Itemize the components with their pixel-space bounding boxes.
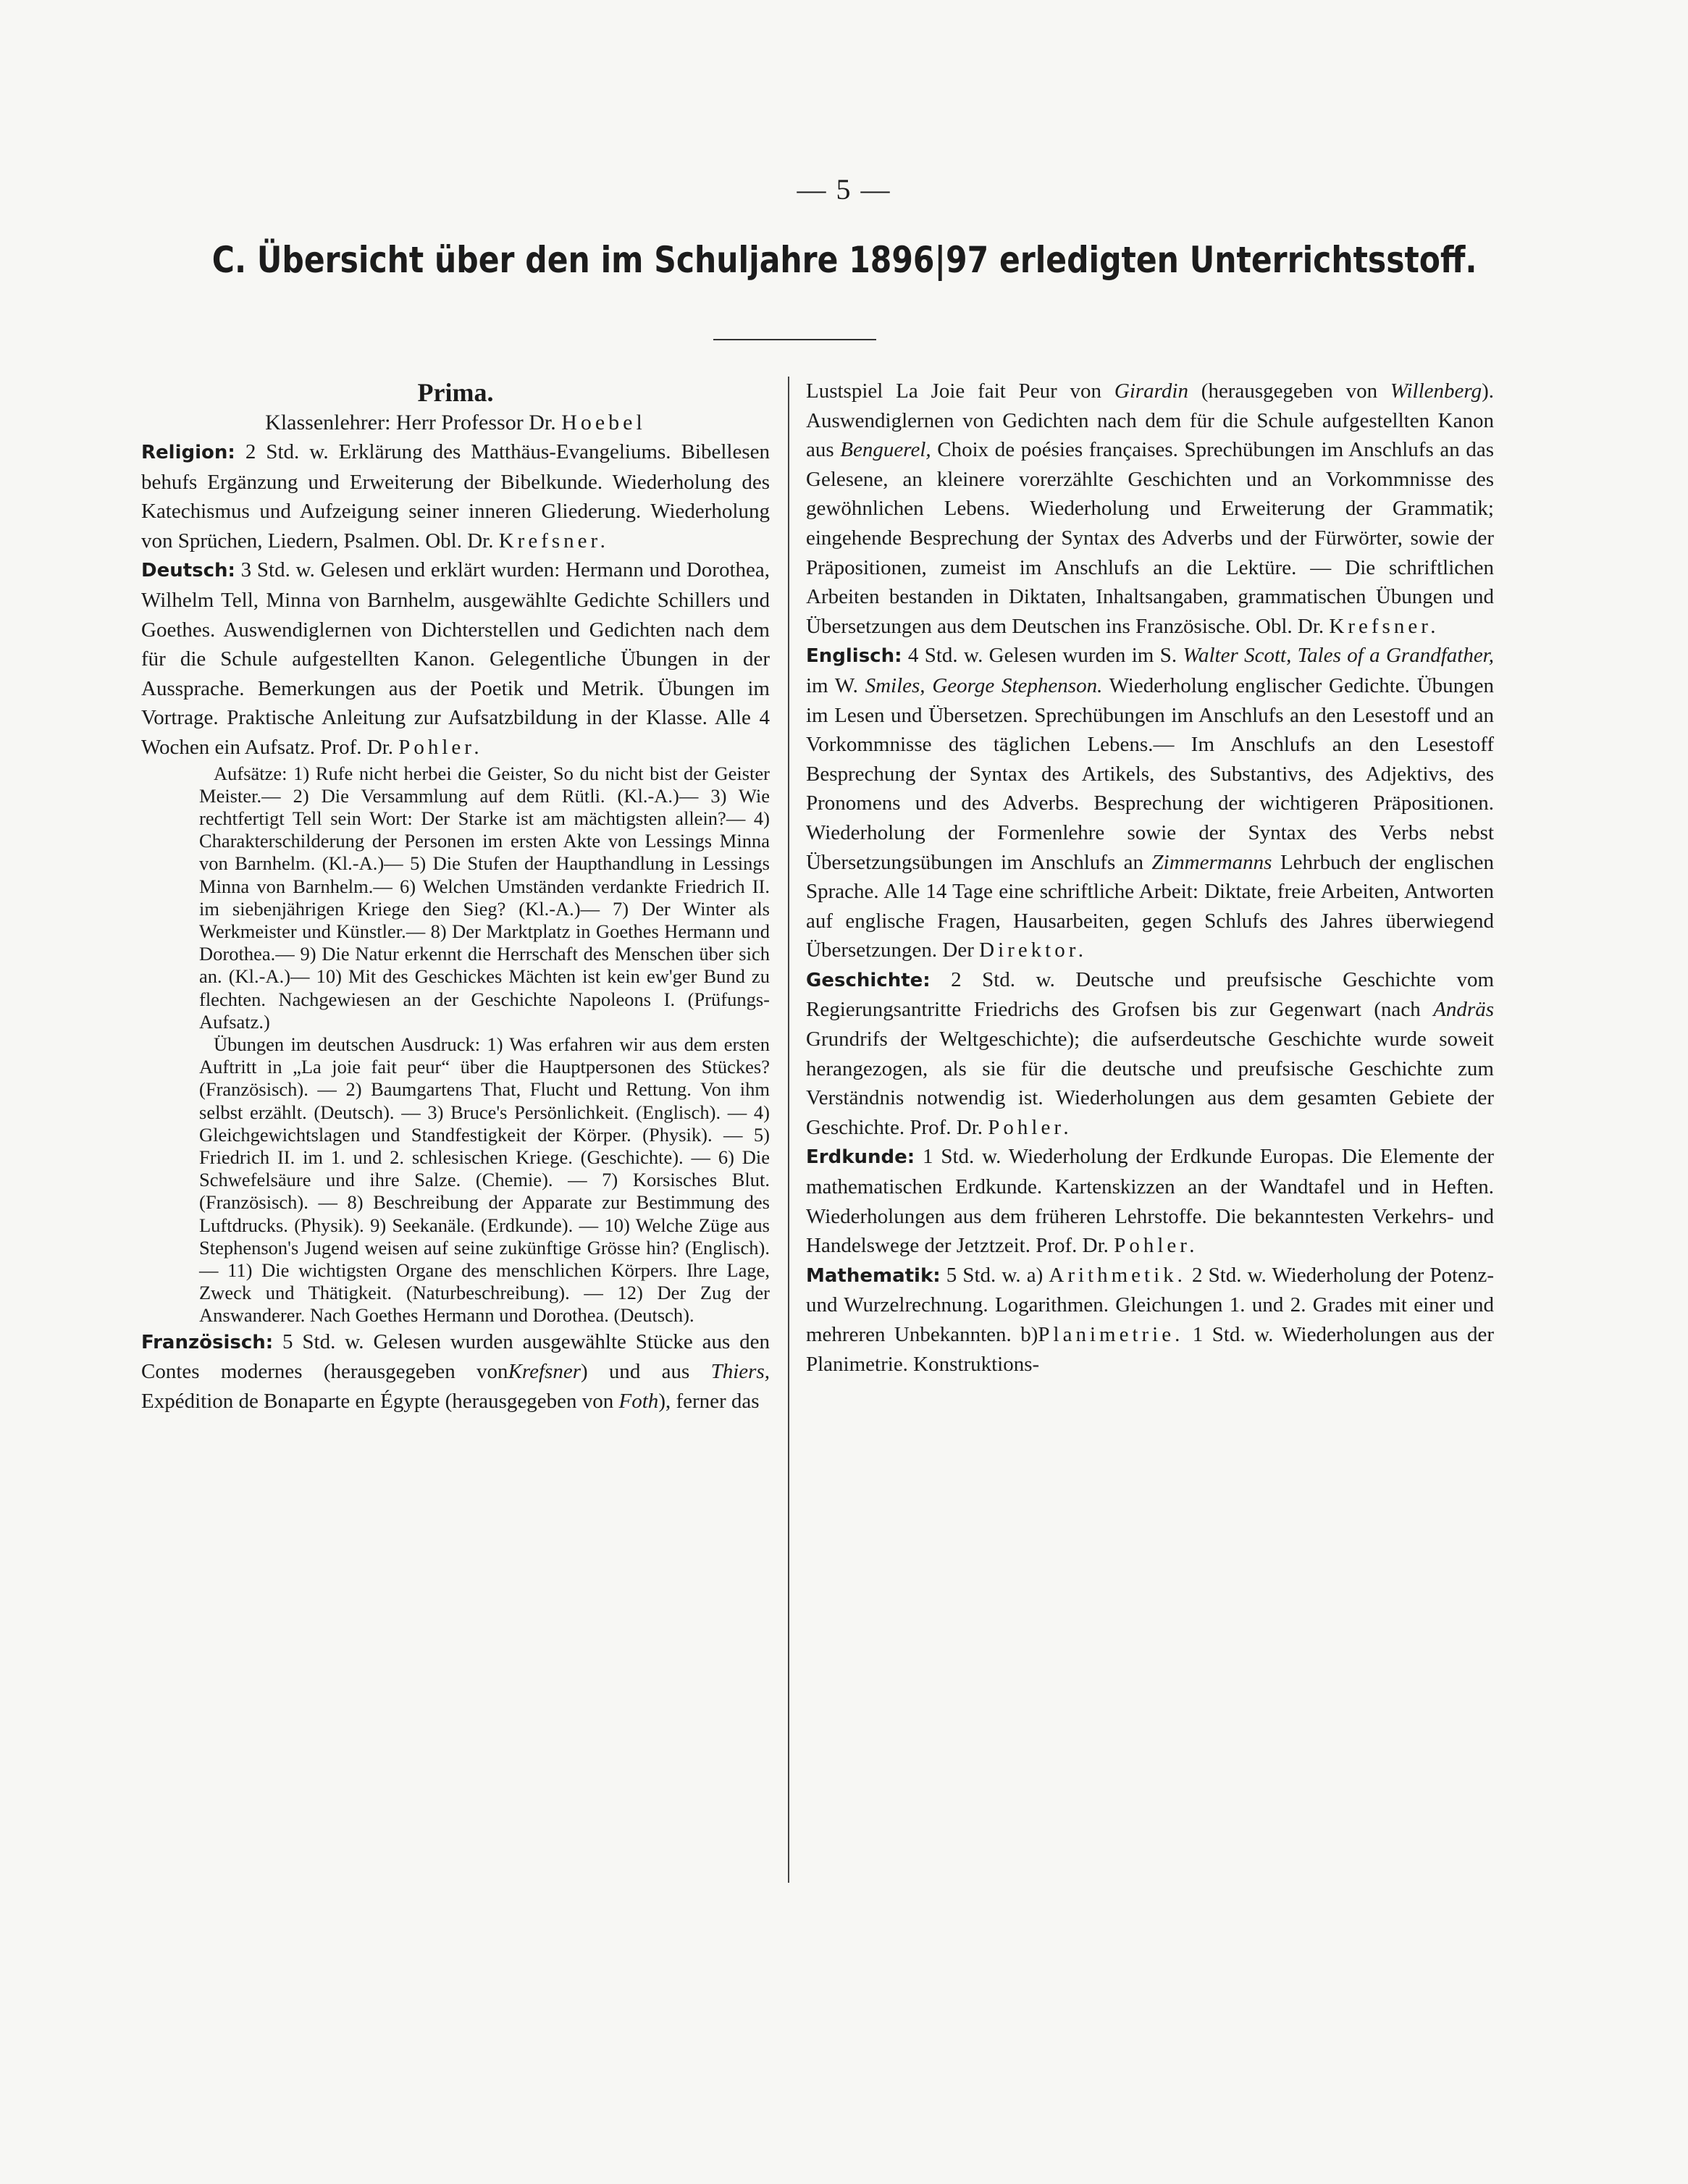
author-name: Benguerel,	[840, 438, 931, 462]
subject-text: Lustspiel La Joie fait Peur von	[806, 379, 1102, 403]
subject-text: Wiederholung englischer Gedichte. Übungen im Lesen und Übersetzen. Sprechübungen im Anschlufs an den Lesestoff und an Vorkommnisse des täglichen Lebens.— Im Anschlufs an den Lesestoff Besprechung der Syntax des Artikels, des Substantivs, des Adjektivs, des Pronomens und des Adverbs. Besprechung der wichtigeren Präpositionen. Wiederholung der Formenlehre sowie der Syntax des Verbs nebst Übersetzungsübungen im Anschlufs an	[806, 673, 1495, 874]
subject-text: 4 Std. w. Gelesen wurden im S.	[907, 644, 1177, 668]
subject-label: Mathematik:	[806, 1264, 941, 1287]
subject-text: 3 Std. w. Gelesen und erklärt wurden: Hermann und Dorothea, Wilhelm Tell, Minna von Barnhelm, ausgewählte Gedichte Schillers und Goethes. Auswendiglernen von Dichterstellen und Gedichten nach dem für die Schule aufgestellten Kanon. Gelegentliche Übungen in der Aussprache. Bemerkungen aus der Poetik und Metrik. Übungen im Vortrage. Praktische Anleitung zur Aufsatzbildung in der Klasse. Alle 4 Wochen ein Aufsatz. Prof. Dr.	[141, 558, 770, 759]
subject-franzoesisch-continued	[806, 377, 1494, 641]
subject-text: Grundrifs der Weltgeschichte); die aufserdeutsche Geschichte wurde soweit herangezogen, als sie für die deutsche und preufsische Geschichte zum Verständnis notwendig ist. Wiederholungen aus dem gesamten Gebiete der Geschichte. Prof. Dr.	[806, 1028, 1494, 1139]
author-name: Foth	[618, 1389, 659, 1413]
subject-text: 2 Std. w. Erklärung des Matthäus-Evangeliums. Bibellesen behufs Ergänzung und Erweiterung der Bibelkunde. Wiederholung des Katechismus und Aufzeigung seiner inneren Gliederung. Wiederholung von Sprüchen, Liedern, Psalmen. Obl. Dr.	[141, 440, 770, 553]
subject-label: Religion:	[141, 442, 235, 463]
subject-religion	[141, 437, 770, 555]
class-teacher-prefix: Klassenlehrer: Herr Professor Dr.	[265, 411, 556, 434]
subject-text: im W.	[806, 673, 858, 697]
subject-teacher: Direktor.	[979, 938, 1088, 962]
subject-teacher: Pohler.	[988, 1115, 1072, 1139]
page-number: — 5 —	[797, 173, 891, 206]
subject-mathematik	[806, 1261, 1494, 1379]
subject-text: 5 Std. w. a)	[946, 1263, 1044, 1287]
essay-topics: Aufsätze: 1) Rufe nicht herbei die Geister, So du nicht bist der Geister Meister.— 2) Die Versammlung auf dem Rütli. (Kl.-A.)— 3) Wie rechtfertigt Tell sein Wort: Der Starke ist am mächtigsten allein?— 4) Charakterschilderung der Personen im ersten Akte von Lessings Minna von Barnhelm. (Kl.-A.)— 5) Die Stufen der Haupthandlung in Lessings Minna von Barnhelm.— 6) Welchen Umständen verdankte Friedrich II. im siebenjährigen Kriege den Sieg? (Kl.-A.)— 7) Der Winter als Werkmeister und Künstler.— 8) Der Marktplatz in Goethes Hermann und Dorothea.— 9) Die Natur erkennt die Herrschaft des Menschen über sich an. (Kl.-A.)— 10) Mit des Geschickes Mächten ist kein ew'ger Bund zu flechten. Nachgewiesen an der Geschichte Napoleons I. (Prüfungs-Aufsatz.)	[199, 762, 770, 1033]
subject-label: Französisch:	[141, 1331, 274, 1353]
page-heading: C. Übersicht über den im Schuljahre 1896|97 erledigten Unterrichtsstoff.	[211, 239, 1477, 281]
section-title: Prima.	[417, 378, 494, 407]
class-teacher-name: Hoebel	[561, 411, 646, 434]
subject-text: ) und aus	[581, 1360, 690, 1384]
subject-text: Lehrbuch der englischen Sprache. Alle 14 Tage eine schriftliche Arbeit: Diktate, freie Arbeiten, Antworten auf englische Fragen, Hausarbeiten, gegen Schlufs des Jahres überwiegend Übersetzungen. Der	[806, 850, 1494, 962]
subject-teacher: Krefsner.	[498, 529, 609, 553]
expression-exercises: Übungen im deutschen Ausdruck: 1) Was erfahren wir aus dem ersten Auftritt in „La joie fait peur“ über die Hauptpersonen des Stückes? (Französisch). — 2) Baumgartens That, Flucht und Rettung. Von ihm selbst erzählt. (Deutsch). — 3) Bruce's Persönlichkeit. (Englisch). — 4) Gleichgewichtslagen und Standfestigkeit der Körper. (Physik). — 5) Friedrich II. im 1. und 2. schlesischen Kriege. (Geschichte). — 6) Die Schwefelsäure und ihre Salze. (Chemie). — 7) Korsisches Blut. (Französisch). — 8) Beschreibung der Apparate zur Bestimmung des Luftdrucks. (Physik). 9) Seekanäle. (Erdkunde). — 10) Welche Züge aus Stephenson's Jugend weisen auf seine zukünftige Grösse hin? (Englisch). — 11) Die wichtigsten Organe des menschlichen Körpers. Ihre Lage, Zweck und Thätigkeit. (Naturbeschreibung). — 12) Der Zug der Answanderer. Nach Goethes Hermann und Dorothea. (Deutsch).	[199, 1033, 770, 1327]
subject-text: (herausgegeben von	[1201, 379, 1378, 403]
subject-teacher: Krefsner.	[1329, 614, 1440, 638]
heading-rule	[713, 339, 876, 340]
author-name: Girardin	[1114, 379, 1188, 403]
subject-text: 2 Std. w. Wiederholung der Potenz- und Wurzelrechnung. Logarithmen. Gleichungen 1. und 2. Grades mit einer und mehreren Unbekannten. b)	[806, 1263, 1495, 1346]
author-name: Thiers,	[710, 1360, 770, 1384]
subject-text: ), ferner das	[658, 1389, 760, 1413]
class-teacher	[141, 408, 770, 437]
subject-label: Deutsch:	[141, 560, 235, 582]
subject-text: 2 Std. w. Deutsche und preufsische Geschichte vom Regierungsantritte Friedrichs des Grofsen bis zur Gegenwart (nach	[806, 967, 1494, 1022]
author-name: Willenberg	[1390, 379, 1482, 403]
author-name: Zimmermanns	[1151, 850, 1272, 874]
topic-label: Planimetrie.	[1038, 1323, 1184, 1346]
subject-text: 5 Std. w. Gelesen wurden ausgewählte Stücke aus den Contes modernes (herausgegeben von	[141, 1330, 770, 1384]
subject-text: 1 Std. w. Wiederholung der Erdkunde Europas. Die Elemente der mathematischen Erdkunde. Kartenskizzen an der Wandtafel und in Heften. Wiederholungen aus dem früheren Lehrstoffe. Die bekanntesten Verkehrs- und Handelswege der Jetztzeit. Prof. Dr.	[806, 1145, 1494, 1258]
subject-erdkunde	[806, 1142, 1494, 1260]
column-divider	[788, 377, 789, 1883]
subject-text: Expédition de Bonaparte en Égypte (herausgegeben von	[141, 1389, 614, 1413]
author-name: Andräs	[1433, 998, 1495, 1022]
subject-text: 1 Std. w. Wiederholungen aus der Planimetrie. Konstruktions-	[806, 1323, 1495, 1376]
subject-teacher: Pohler.	[398, 735, 483, 759]
subject-englisch	[806, 641, 1494, 965]
subject-franzoesisch	[141, 1327, 770, 1416]
subject-label: Englisch:	[806, 645, 902, 668]
subject-deutsch	[141, 555, 770, 762]
left-column	[141, 377, 770, 1416]
topic-label: Arithmetik.	[1049, 1263, 1186, 1287]
book-title: Walter Scott, Tales of a Grandfather,	[1183, 644, 1495, 668]
subject-label: Geschichte:	[806, 969, 931, 991]
subject-teacher: Pohler.	[1114, 1234, 1198, 1258]
subject-label: Erdkunde:	[806, 1146, 915, 1169]
subject-text: Choix de poésies françaises. Sprechübungen im Anschlufs an das Gelesene, an kleinere vorerzählte Geschichten und an Vorkommnisse des gewöhnlichen Lebens. Wiederholung und Erweiterung der Grammatik; eingehende Besprechung der Syntax des Adverbs und der Fürwörter, sowie der Präpositionen, zumeist im Anschlufs an die Lektüre. — Die schriftlichen Arbeiten bestanden in Diktaten, Inhaltsangaben, grammatischen Übungen und Übersetzungen aus dem Deutschen ins Französische. Obl. Dr.	[806, 438, 1494, 638]
subject-geschichte	[806, 965, 1494, 1143]
book-title: Smiles, George Stephenson.	[865, 673, 1103, 697]
right-column	[806, 377, 1494, 1379]
author-name: Krefsner	[508, 1360, 581, 1384]
subject-text: ). Auswendiglernen von Gedichten nach dem für die Schule aufgestellten Kanon aus	[806, 379, 1495, 462]
